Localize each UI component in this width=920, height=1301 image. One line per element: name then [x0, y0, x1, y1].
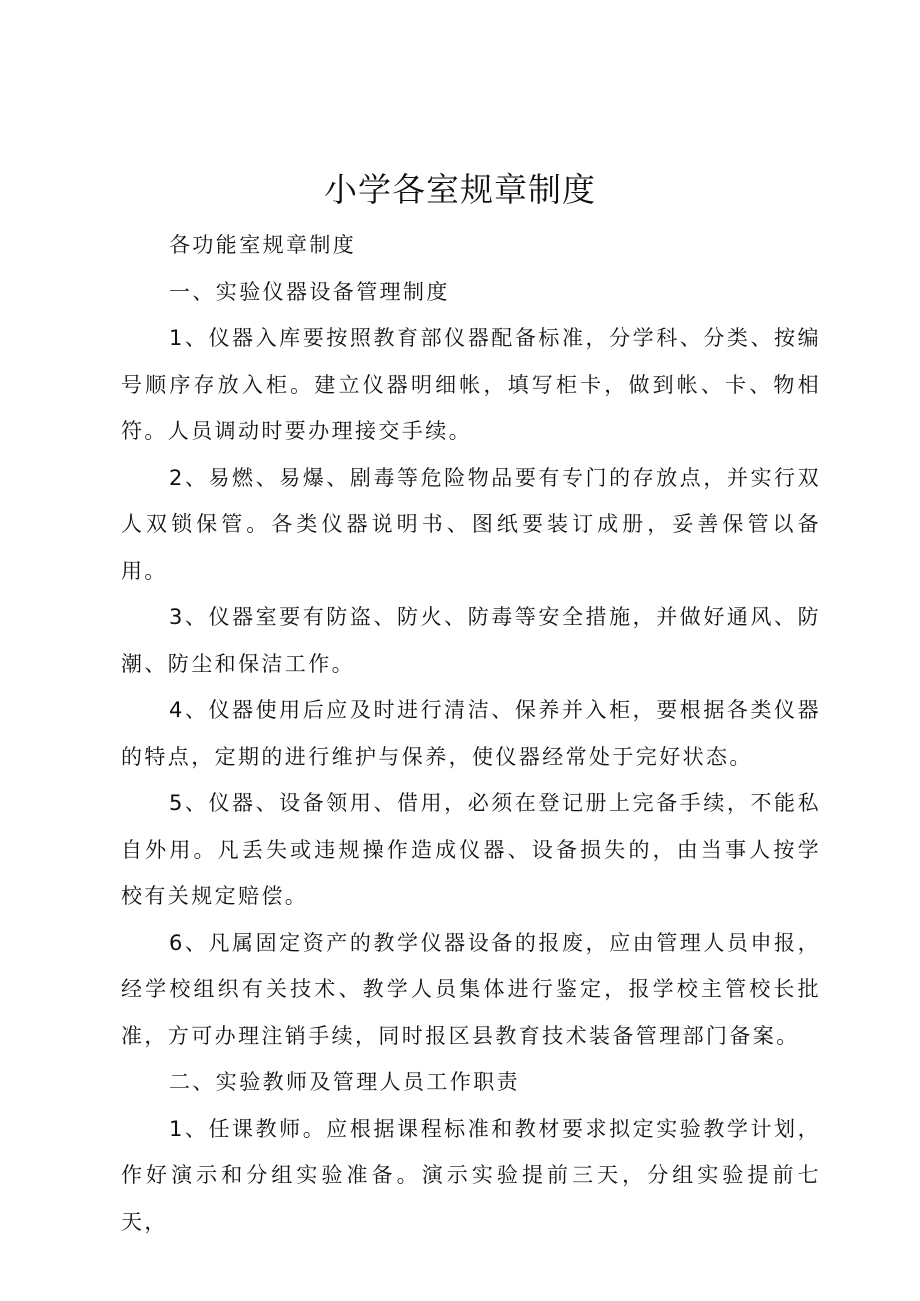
subtitle-paragraph: 各功能室规章制度 [169, 233, 357, 257]
rule-paragraph-1: 1、仪器入库要按照教育部仪器配备标准，分学科、分类、按编号顺序存放入柜。建立仪器明细帐，填写柜卡，做到帐、卡、物相符。人员调动时要办理接交手续。 [121, 326, 821, 443]
rule-paragraph-3: 3、仪器室要有防盗、防火、防毒等安全措施，并做好通风、防潮、防尘和保洁工作。 [121, 605, 821, 676]
section-heading-1: 一、实验仪器设备管理制度 [169, 279, 450, 304]
rule-paragraph-6: 6、凡属固定资产的教学仪器设备的报废，应由管理人员申报，经学校组织有关技术、教学人员集体进行鉴定，报学校主管校长批准，方可办理注销手续，同时报区县教育技术装备管理部门备案。 [121, 930, 821, 1048]
duty-paragraph-1: 1、任课教师。应根据课程标准和教材要求拟定实验教学计划，作好演示和分组实验准备。演示实验提前三天，分组实验提前七天， [121, 1116, 821, 1234]
document-body [121, 222, 821, 1245]
document-title: 小学各室规章制度 [324, 170, 596, 209]
rule-paragraph-5: 5、仪器、设备领用、借用，必须在登记册上完备手续，不能私自外用。凡丢失或违规操作造成仪器、设备损失的，由当事人按学校有关规定赔偿。 [121, 791, 821, 908]
section-heading-2: 二、实验教师及管理人员工作职责 [169, 1070, 520, 1094]
rule-paragraph-4: 4、仪器使用后应及时进行清洁、保养并入柜，要根据各类仪器的特点，定期的进行维护与保养，使仪器经常处于完好状态。 [121, 698, 821, 769]
rule-paragraph-2: 2、易燃、易爆、剧毒等危险物品要有专门的存放点，并实行双人双锁保管。各类仪器说明书、图纸要装订成册，妥善保管以备用。 [121, 465, 821, 583]
